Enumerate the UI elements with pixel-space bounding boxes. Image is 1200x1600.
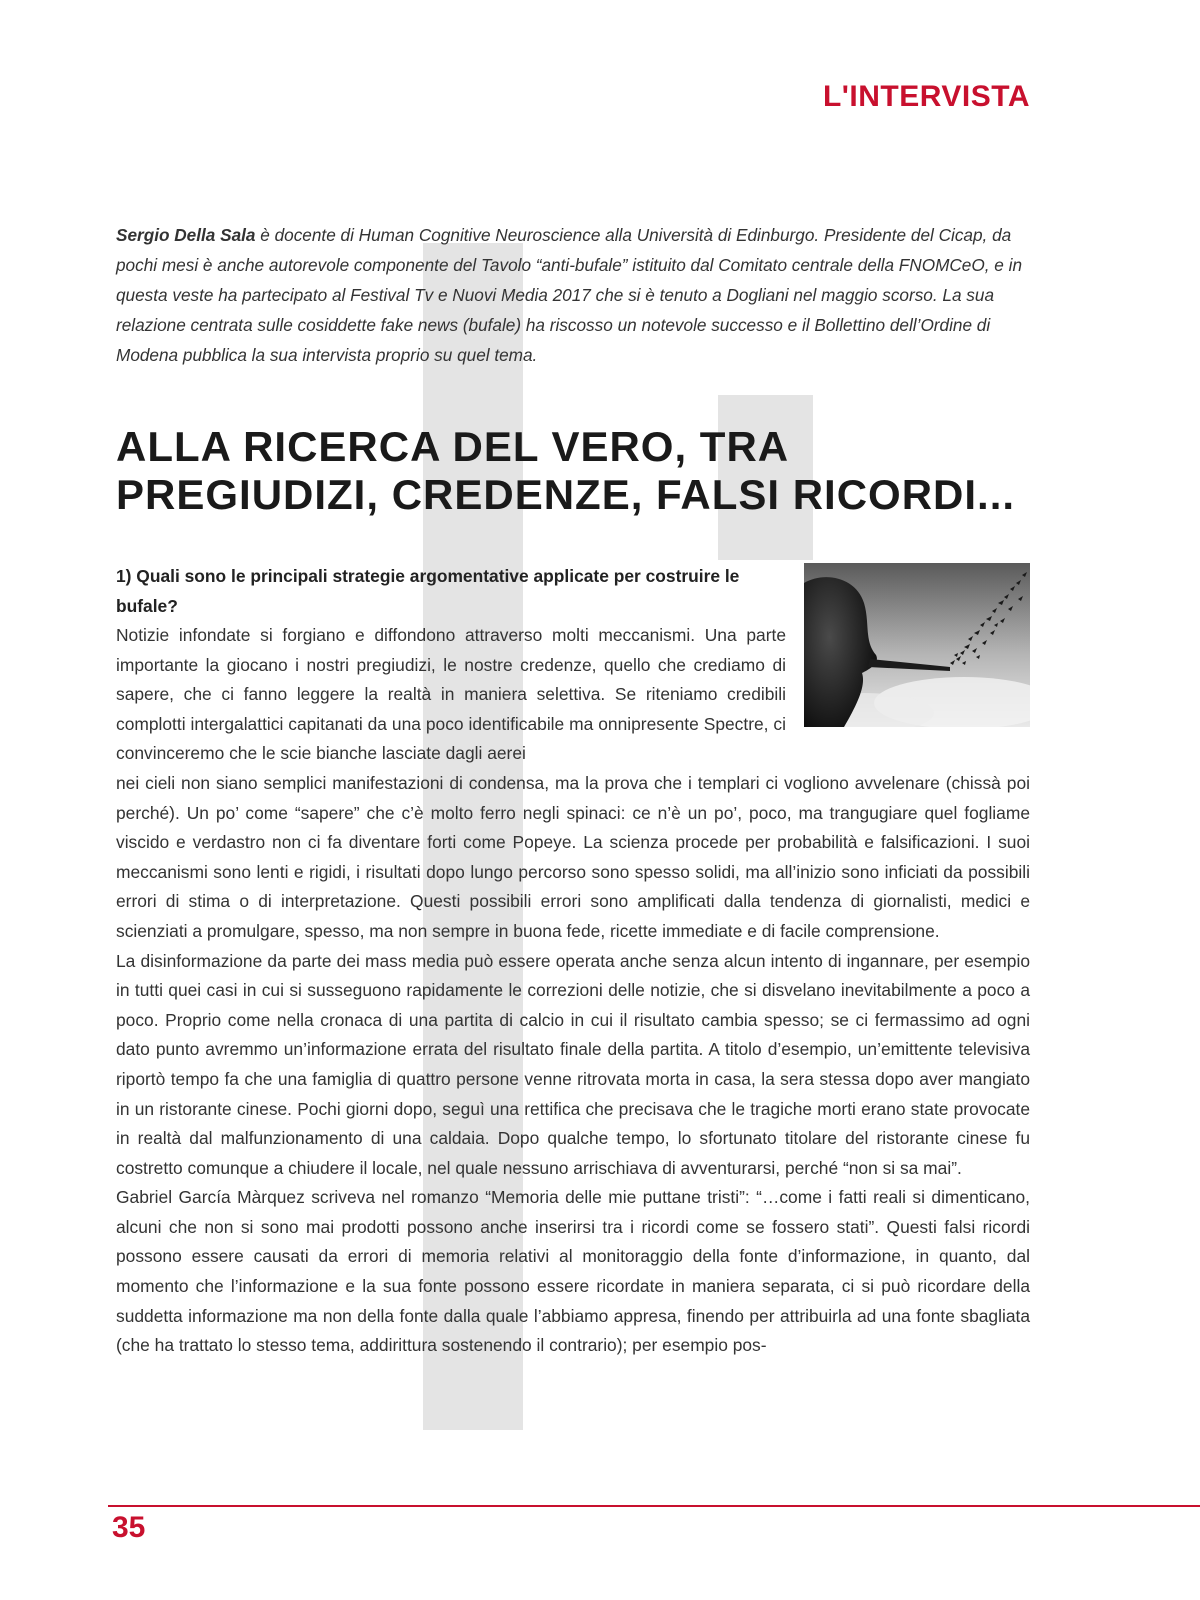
page-number: 35 <box>112 1511 146 1544</box>
article-title: ALLA RICERCA DEL VERO, TRA PREGIUDIZI, CREDENZE, FALSI RICORDI... <box>116 423 1016 518</box>
paragraph-1b: nei cieli non siano semplici manifestazioni di condensa, ma la prova che i templari ci vogliono avvelenare (chissà poi perché). Un po’ come “sapere” che c’è molto ferro negli spinaci: ce n’è un po’, poco, ma trangugiare quel fogliame viscido e verdastro non ci fa diventare forti come Popeye. La scienza procede per probabilità e falsificazioni. I suoi meccanismi sono lenti e rigidi, i risultati dopo lungo percorso sono spesso solidi, ma all’inizio sono inficiati da possibili errori di stima o di interpretazione. Questi possibili errori sono amplificati dalla tendenza di giornalisti, medici e scienziati a promulgare, spesso, ma non sempre in buona fede, ricette immediate e di facile comprensione. <box>116 772 1030 941</box>
intro-paragraph <box>116 220 1030 370</box>
article-body <box>116 621 1030 1361</box>
paragraph-2: La disinformazione da parte dei mass media può essere operata anche senza alcun intento di ingannare, per esempio in tutti quei casi in cui si susseguono rapidamente le correzioni delle notizie, che si disvelano inevitabilmente a poco a poco. Proprio come nella cronaca di una partita di calcio in cui il risultato cambia spesso; se ci fermassimo ad ogni dato punto avremmo un’informazione errata del risultato finale della partita. A titolo d’esempio, un’emittente televisiva riportò tempo fa che una famiglia di quattro persone venne ritrovata morta in casa, la sera stessa dopo aver mangiato in un ristorante cinese. Pochi giorni dopo, seguì una rettifica che precisava che le tragiche morti erano state provocate in realtà dal malfunzionamento di una caldaia. Dopo qualche tempo, lo sfortunato titolare del ristorante cinese fu costretto comunque a chiudere il locale, nel quale nessuno arrischiava di avventurarsi, perché “non si sa mai”. <box>116 950 1030 1178</box>
paragraph-3: Gabriel García Màrquez scriveva nel romanzo “Memoria delle mie puttane tristi”: “…come i fatti reali si dimenticano, alcuni che non si sono mai prodotti possono anche inserirsi tra i ricordi come se fossero stati”. Questi falsi ricordi possono essere causati da errori di memoria relativi al monitoraggio della fonte d’informazione, in quanto, dal momento che l’informazione e la sua fonte possono essere ricordate in maniera separata, ci si può ricordare della suddetta informazione ma non della fonte dalla quale l’abbiamo appresa, finendo per attribuirla ad una fonte sbagliata (che ha trattato lo stesso tema, addirittura sostenendo il contrario); per esempio pos- <box>116 1187 1030 1356</box>
question-1: 1) Quali sono le principali strategie argomentative applicate per costruire le bufale? <box>116 566 740 616</box>
intro-text: è docente di Human Cognitive Neuroscience alla Università di Edinburgo. Presidente del Cicap, da pochi mesi è anche autorevole componente del Tavolo “anti-bufale” istituito dal Comitato centrale della FNOMCeO, e in questa veste ha partecipato al Festival Tv e Nuovi Media 2017 che si è tenuto a Dogliani nel maggio scorso. La sua relazione centrata sulle cosiddette fake news (bufale) ha riscosso un notevole successo e il Bollettino dell’Ordine di Modena pubblica la sua intervista proprio su quel tema. <box>116 225 1023 365</box>
footer-divider <box>108 1505 1200 1507</box>
paragraph-1a: Notizie infondate si forgiano e diffondono attraverso molti meccanismi. Una parte importante la giocano i nostri pregiudizi, le nostre credenze, quello che crediamo di sapere, che ci fanno leggere la realtà in maniera selettiva. Se riteniamo credibili complotti intergalattici capitanati da una poco identificabile ma onnipresente Spectre, ci convinceremo che le scie bianche lasciate dagli aerei <box>116 625 786 764</box>
section-label: L'INTERVISTA <box>822 80 1030 113</box>
author-name: Sergio Della Sala <box>116 225 256 245</box>
